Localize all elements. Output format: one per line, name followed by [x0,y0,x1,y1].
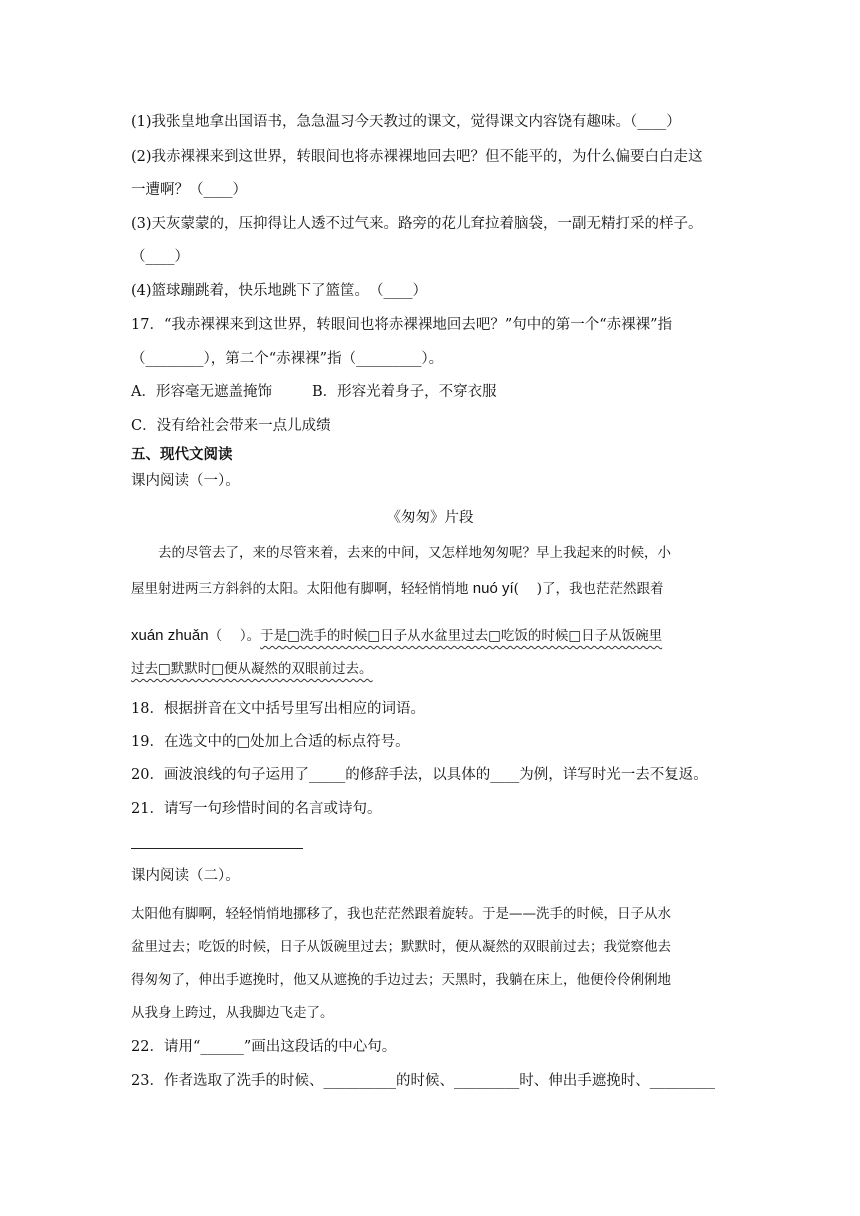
pinyin-nuoyi: nuó yí [472,580,514,597]
q16-item-2-line-1: (2)我赤裸裸来到这世界，转眼间也将赤裸裸地回去吧？但不能平的，为什么偏要白白走这 [131,149,703,165]
q18: 18．根据拼音在文中括号里写出相应的词语。 [131,701,425,717]
passage-line-1: 去的尽管去了，来的尽管来着，去来的中间，又怎样地匆匆呢？早上我起来的时候，小 [131,545,671,561]
reading-2-line-2: 盆里过去；吃饭的时候，日子从饭碗里过去；默默时，便从凝然的双眼前过去；我觉察他去 [131,939,671,955]
q17-line-1: 17．“我赤裸裸来到这世界，转眼间也将赤裸裸地回去吧？”句中的第一个“赤裸裸”指 [131,317,673,333]
reading-2-line-3: 得匆匆了，伸出手遮挽时，他又从遮挽的手边过去；天黑时，我躺在床上，他便伶伶俐俐地 [131,972,671,988]
q21-answer-line [131,848,303,849]
q21: 21．请写一句珍惜时间的名言或诗句。 [131,801,382,817]
q16-item-2-line-2: 一遭啊？（____） [131,182,247,198]
answer-blank-2: （ ）。 [208,628,261,644]
q19: 19．在选文中的□处加上合适的标点符号。 [131,734,410,750]
q23: 23．作者选取了洗手的时候、__________的时候、_________时、伸出手遮挽时、_________ [131,1073,715,1089]
q22: 22．请用“______”画出这段话的中心句。 [131,1039,397,1055]
q16-item-3-line-2: （____） [131,249,189,265]
reading-2-line-1: 太阳他有脚啊，轻轻悄悄地挪移了，我也茫茫然跟着旋转。于是——洗手的时候，日子从水 [131,906,671,922]
q16-item-4: (4)篮球蹦跳着，快乐地跳下了篮筐。 （____） [131,283,428,299]
reading-1-label: 课内阅读（一）。 [131,473,240,489]
q20: 20．画波浪线的句子运用了_____的修辞手法，以具体的____为例，详写时光一去不复返。 [131,767,708,783]
wavy-sentence-part-2: 过去□默默时□便从凝然的双眼前过去。 [131,661,373,677]
reading-2-label: 课内阅读（二）。 [131,868,240,884]
q17-option-a: A．形容毫无遮盖掩饰 [131,384,272,400]
section-5-heading: 五、现代文阅读 [131,447,233,463]
passage-line-2-text: 屋里射进两三方斜斜的太阳。太阳他有脚啊，轻轻悄悄地 [131,581,473,597]
passage-title: 《匆匆》片段 [386,510,474,526]
passage-line-2-rest: ( )了，我也茫茫然跟着 [513,581,664,597]
passage-line-3 [131,626,662,646]
wavy-sentence-part-1: 于是□洗手的时候□日子从水盆里过去□吃饭的时候□日子从饭碗里 [260,628,663,644]
passage-line-4 [131,659,373,679]
pinyin-xuanzhuan: xuán zhuǎn [131,627,209,644]
q17-option-c: C．没有给社会带来一点儿成绩 [131,418,331,434]
q16-item-1: (1)我张皇地拿出国语书，急急温习今天教过的课文，觉得课文内容饶有趣味。（____） [131,114,681,130]
q17-line-2: （________），第二个“赤裸裸”指（_________）。 [131,351,444,367]
q16-item-3-line-1: (3)天灰蒙蒙的，压抑得让人透不过气来。路旁的花儿耷拉着脑袋，一副无精打采的样子。 [131,216,703,232]
passage-line-2 [131,579,664,599]
q17-option-row [131,382,497,402]
q17-option-b: B．形容光着身子，不穿衣服 [311,384,497,400]
reading-2-line-4: 从我身上跨过，从我脚边飞走了。 [131,1005,334,1021]
